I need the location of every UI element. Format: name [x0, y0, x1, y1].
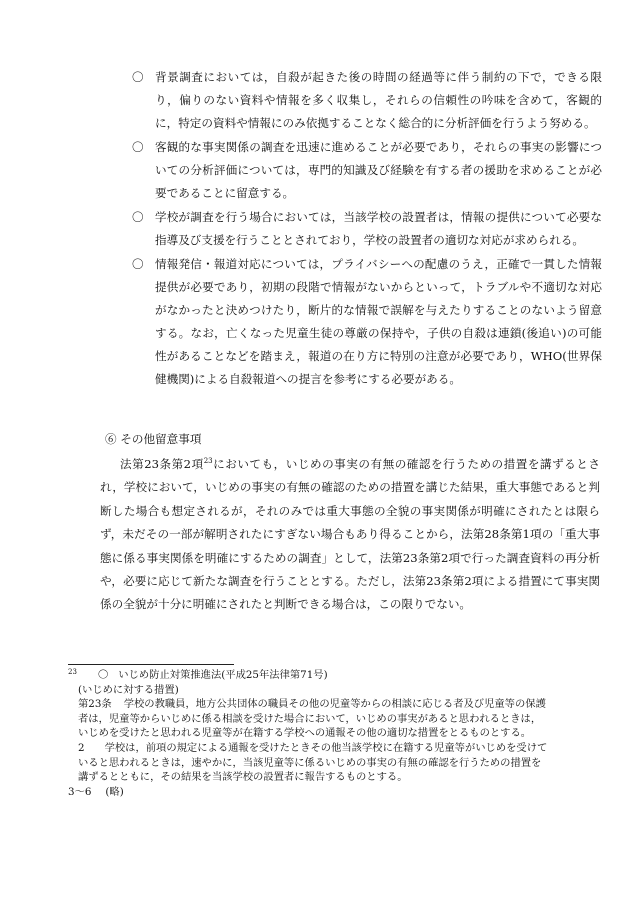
section-body-start: 法第23条第2項 [120, 457, 204, 471]
para-2-text: 学校は，前項の規定による通報を受けたときその他当該学校に在籍する児童等がいじめを受けていると思われるときは，速やかに，当該児童等に係るいじめの事実の有無の確認を行うための措置を講ずるとともに，その結果を当該学校の設置者に報告するものとする。 [78, 741, 548, 784]
bullet-item [132, 253, 602, 391]
bullet-text: 背景調査においては，自殺が起きた後の時間の経過等に伴う制約の下で，できる限り，偏りのない資料や情報を多く収集し，それらの信頼性の吟味を含めて，客観的に，特定の資料や情報にのみ依拠することなく総合的に分析評価を行うよう努める。 [155, 70, 602, 130]
circle-bullet-icon: 〇 [132, 257, 144, 271]
footnote [68, 668, 548, 799]
footnote-divider [68, 664, 234, 665]
footnote-ref[interactable]: 23 [203, 457, 213, 466]
para-3-text: (略) [105, 785, 124, 798]
footnote-article [68, 697, 548, 741]
footnote-title: いじめ防止対策推進法(平成25年法律第71号) [118, 669, 328, 681]
bullet-text: 情報発信・報道対応については，プライバシーへの配慮のうえ，正確で一貫した情報提供が必要であり，初期の段階で情報がないからといって，トラブルや不適切な対応がなかったと決めつけたり，断片的な情報で誤解を与えたりすることのないよう留意する。なお，亡くなった児童生徒の尊厳の保持や，子供の自殺は連鎖(後追い)の可能性があることなどを踏まえ，報道の在り方に特別の注意が必要であり，WHO(世界保健機関)による自殺報道への提言を参考にする必要がある。 [155, 257, 602, 386]
bullet-item [132, 66, 602, 135]
bullet-text: 学校が調査を行う場合においては，当該学校の設置者は，情報の提供について必要な指導及び支援を行うこととされており，学校の設置者の適切な対応が求められる。 [155, 210, 602, 247]
section-body-rest: においても，いじめの事実の有無の確認を行うための措置を講ずるとされ，学校において，いじめの事実の有無の確認のための措置を講じた結果，重大事態であると判断した場合も想定されるが，それのみでは重大事態の全貌の事実関係が明確にされたとは限らず，未だその一部が解明されたにすぎない場合もあり得ることから，法第28条第1項の「重大事態に係る事実関係を明確にするための調査」として，法第23条第2項で行った調査資料の再分析や，必要に応じて新たな調査を行うこととする。ただし，法第23条第2項による措置にて事実関係の全貌が十分に明確にされたと判断できる場合は，この限りでない。 [100, 457, 600, 612]
circle-bullet-icon: 〇 [132, 210, 144, 224]
circle-bullet-icon: 〇 [98, 669, 109, 681]
bullet-item [132, 136, 602, 205]
footnote-title-line: 23 〇 いじめ防止対策推進法(平成25年法律第71号) [68, 667, 328, 681]
footnote-paragraph-3 [68, 785, 548, 800]
article-lead: 第23条 [78, 698, 112, 711]
bullet-text: 客観的な事実関係の調査を迅速に進めることが必要であり，それらの事実の影響についての分析評価については，専門的知識及び経験を有する者の援助を求めることが必要であることに留意する。 [155, 140, 602, 200]
footnote-paragraph-2 [68, 741, 548, 785]
circle-bullet-icon: 〇 [132, 140, 144, 154]
bullet-item [132, 206, 602, 252]
section-heading: ⑥ その他留意事項 [105, 432, 202, 446]
other-notes-section [100, 428, 600, 617]
footnote-subtitle: (いじめに対する措置) [78, 683, 179, 696]
circle-bullet-icon: 〇 [132, 70, 144, 84]
bullet-list [132, 66, 602, 392]
article-text: 学校の教職員，地方公共団体の職員その他の児童等からの相談に応じる者及び児童等の保護者は，児童等からいじめに係る相談を受けた場合において，いじめの事実があると思われるときは，いじめを受けたと思われる児童等が在籍する学校への通報その他の適切な措置をとるものとする。 [78, 698, 546, 740]
para-2-lead: 2 [78, 741, 85, 754]
section-body [100, 453, 600, 617]
para-3-lead: 3～6 [68, 785, 92, 798]
